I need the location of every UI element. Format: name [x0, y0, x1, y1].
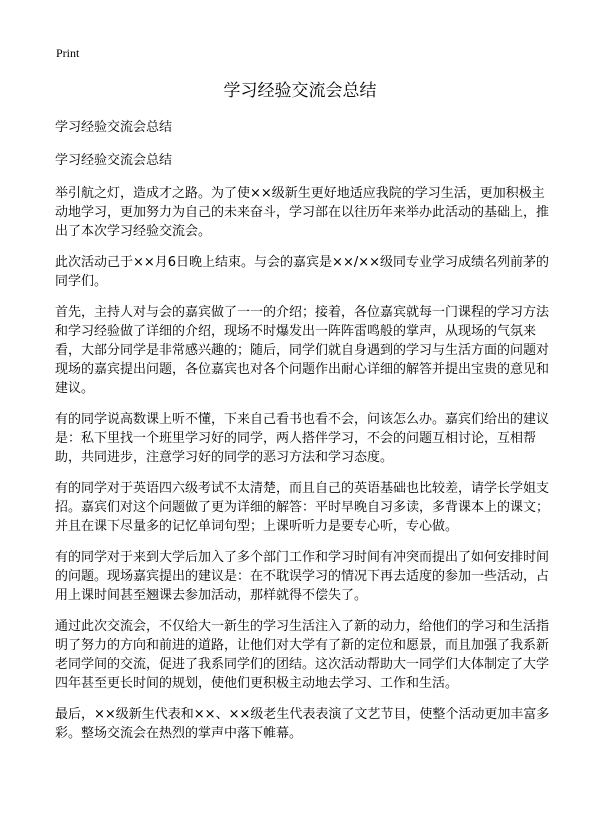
subtitle-line: 学习经验交流会总结 — [55, 120, 173, 135]
paragraph: 首先，主持人对与会的嘉宾做了一一的介绍；接着，各位嘉宾就每一门课程的学习方法和学习经验做了详细的介绍，现场不时爆发出一阵阵雷鸣般的掌声，从现场的气氛来看，大部分同学是非常感兴趣的；随后，同学们就自身遇到的学习与生活方面的问题对现场的嘉宾提出问题，各位嘉宾也对各个问题作出耐心详细的解答并提出宝贵的意见和建议。 — [55, 305, 550, 396]
paragraph: 通过此次交流会，不仅给大一新生的学习生活注入了新的动力，给他们的学习和生活指明了努力的方向和前进的道路，让他们对大学有了新的定位和愿景，而且加强了我系新老同学间的交流，促进了我系同学们的团结。这次活动帮助大一同学们大体制定了大学四年甚至更长时间的规划，使他们更积极主动地去学习、工作和生活。 — [55, 619, 550, 691]
paragraph: 有的同学说高数课上听不懂，下来自己看书也看不会，问该怎么办。嘉宾们给出的建议是：私下里找一个班里学习好的同学，两人搭伴学习，不会的问题互相讨论，互相帮助，共同进步，注意学习好的同学的恶习方法和学习态度。 — [55, 412, 550, 465]
document-title: 学习经验交流会总结 — [223, 81, 377, 101]
document-body — [55, 118, 550, 755]
paragraph: 最后，××级新生代表和××、××级老生代表表演了文艺节目，使整个活动更加丰富多彩。整场交流会在热烈的掌声中落下帷幕。 — [55, 707, 550, 741]
print-link[interactable]: Print — [56, 46, 80, 60]
paragraph: 此次活动己于××月6日晚上结束。与会的嘉宾是××/××级同专业学习成绩名列前茅的同学们。 — [55, 255, 550, 289]
subtitle-line: 学习经验交流会总结 — [55, 153, 173, 168]
paragraph: 有的同学对于来到大学后加入了多个部门工作和学习时间有冲突而提出了如何安排时间的问题。现场嘉宾提出的建议是：在不耽误学习的情况下再去适度的参加一些活动，占用上课时间甚至翘课去参加活动，那样就得不偿失了。 — [55, 550, 550, 603]
paragraph: 有的同学对于英语四六级考试不太清楚，而且自己的英语基础也比较差，请学长学姐支招。嘉宾们对这个问题做了更为详细的解答：平时早晚自习多读，多背课本上的课文；并且在课下尽量多的记忆单词句型；上课听听力是要专心听，专心做。 — [55, 481, 550, 534]
paragraph: 举引航之灯，造成才之路。为了使××级新生更好地适应我院的学习生活，更加积极主动地学习，更加努力为自己的未来奋斗，学习部在以往历年来举办此活动的基础上，推出了本次学习经验交流会。 — [55, 186, 550, 239]
